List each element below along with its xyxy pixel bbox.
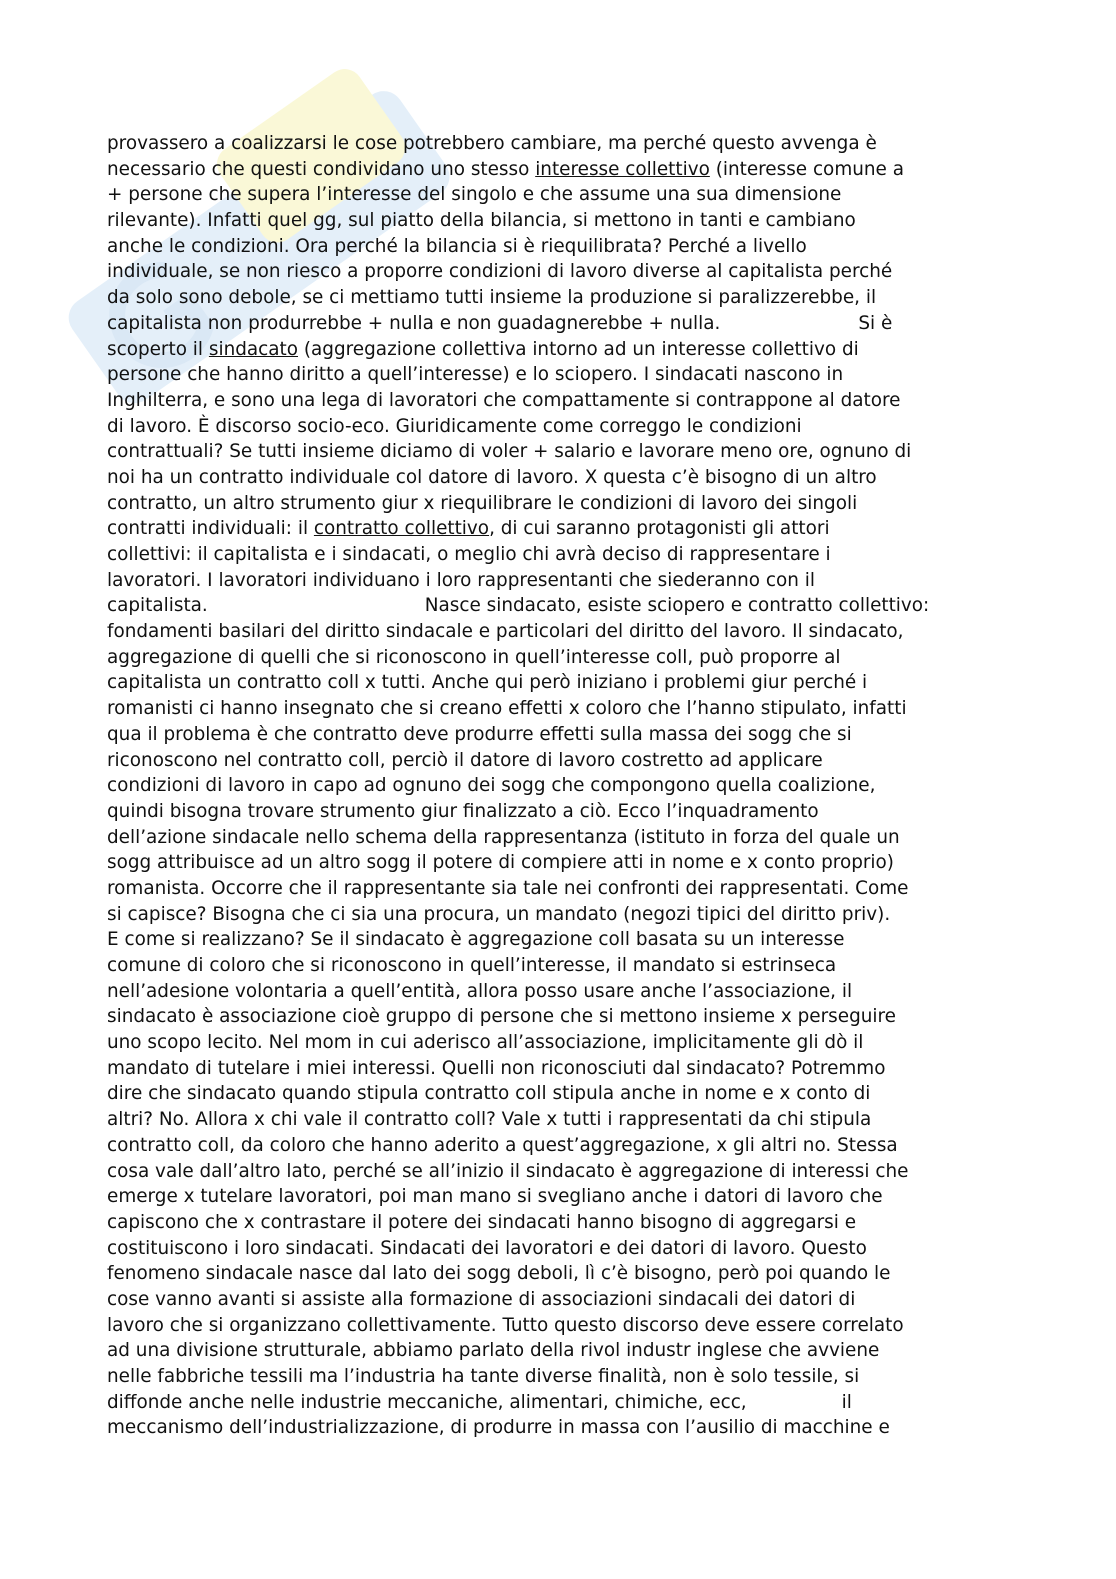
text-line: [107, 1004, 1067, 1030]
text-line: [107, 1364, 1067, 1390]
underlined-term: interesse collettivo: [535, 158, 710, 180]
text-segment: fondamenti basilari del diritto sindacale e particolari del diritto del lavoro. Il sindacato,: [107, 621, 904, 643]
text-segment: + persone che supera l’interesse del singolo e che assume una sua dimensione: [107, 184, 842, 206]
text-segment: noi ha un contratto individuale col datore di lavoro. X questa c’è bisogno di un altro: [107, 466, 877, 488]
text-segment: si capisce? Bisogna che ci sia una procura, un mandato (negozi tipici del diritto priv).: [107, 903, 891, 925]
text-segment: emerge x tutelare lavoratori, poi man mano si svegliano anche i datori di lavoro che: [107, 1186, 883, 1208]
text-line: [107, 362, 1067, 388]
text-segment: mandato di tutelare i miei interessi. Quelli non riconosciuti dal sindacato? Potremmo: [107, 1057, 886, 1079]
text-segment: Nasce sindacato, esiste sciopero e contratto collettivo:: [424, 595, 930, 617]
text-line: [107, 157, 1067, 183]
text-segment: dire che sindacato quando stipula contratto coll stipula anche in nome e x conto di: [107, 1083, 871, 1105]
text-segment: quindi bisogna trovare strumento giur finalizzato a ciò. Ecco l’inquadramento: [107, 800, 819, 822]
text-segment: contrattuali? Se tutti insieme diciamo di voler + salario e lavorare meno ore, ognuno di: [107, 441, 912, 463]
text-line: [107, 234, 1067, 260]
text-segment: meccanismo dell’industrializzazione, di produrre in massa con l’ausilio di macchine e: [107, 1417, 890, 1439]
text-segment: altri? No. Allora x chi vale il contratto coll? Vale x tutti i rappresentati da chi stipula: [107, 1109, 872, 1131]
text-line: [107, 670, 1067, 696]
text-line: [107, 1133, 1067, 1159]
text-line: [107, 337, 1067, 363]
text-segment: uno scopo lecito. Nel mom in cui aderisco all’associazione, implicitamente gli dò il: [107, 1032, 864, 1054]
text-line: [107, 850, 1067, 876]
text-line: [107, 1261, 1067, 1287]
text-line: [107, 953, 1067, 979]
text-line: [107, 927, 1067, 953]
text-line: [107, 182, 1067, 208]
text-segment: costituiscono i loro sindacati. Sindacati dei lavoratori e dei datori di lavoro. Questo: [107, 1237, 867, 1259]
text-line: [107, 748, 1067, 774]
text-line: [107, 1184, 1067, 1210]
text-line: [107, 388, 1067, 414]
text-segment: capiscono che x contrastare il potere dei sindacati hanno bisogno di aggregarsi e: [107, 1211, 857, 1233]
text-line: [107, 696, 1067, 722]
text-line: [107, 259, 1067, 285]
text-segment: persone che hanno diritto a quell’interesse) e lo sciopero. I sindacati nascono in: [107, 364, 844, 386]
text-line: [107, 799, 1067, 825]
text-line: [107, 1338, 1067, 1364]
text-segment: il: [841, 1391, 852, 1413]
underlined-term: sindacato: [208, 338, 299, 360]
text-line: [107, 1056, 1067, 1082]
text-segment: diffonde anche nelle industrie meccaniche, alimentari, chimiche, ecc,: [107, 1391, 747, 1413]
text-line: [107, 285, 1067, 311]
text-segment: capitalista.: [107, 595, 208, 617]
text-segment: capitalista non produrrebbe + nulla e non guadagnerebbe + nulla.: [107, 312, 721, 334]
text-segment: contratto coll, da coloro che hanno aderito a quest’aggregazione, x gli altri no. Stessa: [107, 1134, 898, 1156]
text-segment: sindacato è associazione cioè gruppo di persone che si mettono insieme x perseguire: [107, 1006, 896, 1028]
document-body: [107, 131, 1067, 1441]
text-segment: romanisti ci hanno insegnato che si creano effetti x coloro che l’hanno stipulato, infatti: [107, 698, 907, 720]
text-line: [107, 876, 1067, 902]
text-segment: contratti individuali: il: [107, 518, 314, 540]
text-line: [107, 979, 1067, 1005]
text-line: [107, 465, 1067, 491]
text-line: [107, 1081, 1067, 1107]
text-segment: Inghilterra, e sono una lega di lavoratori che compattamente si contrappone al datore: [107, 389, 901, 411]
text-line: [107, 1030, 1067, 1056]
text-segment: aggregazione di quelli che si riconoscono in quell’interesse coll, può proporre al: [107, 646, 841, 668]
text-segment: provassero a coalizzarsi le cose potrebbero cambiare, ma perché questo avvenga è: [107, 133, 877, 154]
text-segment: collettivi: il capitalista e i sindacati, o meglio chi avrà deciso di rappresentare i: [107, 544, 831, 565]
text-segment: condizioni di lavoro in capo ad ognuno dei sogg che compongono quella coalizione,: [107, 775, 876, 797]
text-segment: romanista. Occorre che il rappresentante sia tale nei confronti dei rappresentati. Come: [107, 877, 909, 899]
text-line: [107, 1159, 1067, 1185]
text-segment: qua il problema è che contratto deve produrre effetti sulla massa dei sogg che si: [107, 723, 852, 745]
text-line: [107, 1415, 1067, 1441]
text-segment: comune di coloro che si riconoscono in quell’interesse, il mandato si estrinseca: [107, 955, 837, 976]
text-line: [107, 1287, 1067, 1313]
text-line: [107, 131, 1067, 157]
text-line: [107, 1313, 1067, 1339]
text-segment: (interesse comune a: [709, 158, 904, 180]
text-segment: E come si realizzano? Se il sindacato è aggregazione coll basata su un interesse: [107, 929, 845, 951]
text-line: [107, 902, 1067, 928]
underlined-term: contratto collettivo: [313, 518, 490, 540]
text-segment: nelle fabbriche tessili ma l’industria ha tante diverse finalità, non è solo tessile, si: [107, 1366, 860, 1387]
text-line: [107, 825, 1067, 851]
text-segment: da solo sono debole, se ci mettiamo tutti insieme la produzione si paralizzerebbe, il: [107, 287, 877, 309]
text-segment: fenomeno sindacale nasce dal lato dei sogg deboli, lì c’è bisogno, però poi quando le: [107, 1263, 891, 1285]
text-line: [107, 593, 1067, 619]
text-line: [107, 414, 1067, 440]
text-line: [107, 208, 1067, 234]
text-segment: necessario che questi condividano uno stesso: [107, 158, 536, 180]
text-segment: individuale, se non riesco a proporre condizioni di lavoro diverse al capitalista perché: [107, 261, 893, 283]
text-segment: nell’adesione volontaria a quell’entità, allora posso usare anche l’associazione, il: [107, 980, 853, 1002]
text-segment: , di cui saranno protagonisti gli attori: [489, 518, 830, 540]
text-segment: Si è: [858, 312, 893, 334]
text-segment: cose vanno avanti si assiste alla formazione di associazioni sindacali dei datori di: [107, 1288, 856, 1310]
text-segment: lavoro che si organizzano collettivamente. Tutto questo discorso deve essere correlato: [107, 1314, 904, 1336]
text-segment: contratto, un altro strumento giur x riequilibrare le condizioni di lavoro dei singoli: [107, 492, 858, 514]
text-line: [107, 1390, 1067, 1416]
text-segment: ad una divisione strutturale, abbiamo parlato della rivol industr inglese che avviene: [107, 1340, 880, 1362]
text-line: [107, 516, 1067, 542]
text-segment: (aggregazione collettiva intorno ad un interesse collettivo di: [298, 338, 859, 360]
text-line: [107, 773, 1067, 799]
text-line: [107, 542, 1067, 568]
text-line: [107, 619, 1067, 645]
text-line: [107, 722, 1067, 748]
text-segment: riconoscono nel contratto coll, perciò il datore di lavoro costretto ad applicare: [107, 749, 823, 771]
text-segment: cosa vale dall’altro lato, perché se all’inizio il sindacato è aggregazione di interessi che: [107, 1160, 909, 1182]
text-segment: dell’azione sindacale nello schema della rappresentanza (istituto in forza del quale un: [107, 826, 900, 848]
text-line: [107, 645, 1067, 671]
text-line: [107, 1107, 1067, 1133]
text-segment: rilevante). Infatti quel gg, sul piatto della bilancia, si mettono in tanti e cambiano: [107, 210, 856, 232]
text-segment: lavoratori. I lavoratori individuano i loro rappresentanti che siederanno con il: [107, 569, 815, 591]
text-segment: capitalista un contratto coll x tutti. Anche qui però iniziano i problemi giur perché i: [107, 672, 868, 694]
text-line: [107, 439, 1067, 465]
text-line: [107, 491, 1067, 517]
text-segment: anche le condizioni. Ora perché la bilancia si è riequilibrata? Perché a livello: [107, 235, 807, 257]
text-segment: di lavoro. È discorso socio-eco. Giuridicamente come correggo le condizioni: [107, 415, 802, 437]
text-segment: scoperto il: [107, 338, 209, 360]
text-line: [107, 1236, 1067, 1262]
text-line: [107, 1210, 1067, 1236]
text-segment: sogg attribuisce ad un altro sogg il potere di compiere atti in nome e x conto proprio): [107, 852, 894, 874]
text-line: [107, 311, 1067, 337]
text-line: [107, 568, 1067, 594]
